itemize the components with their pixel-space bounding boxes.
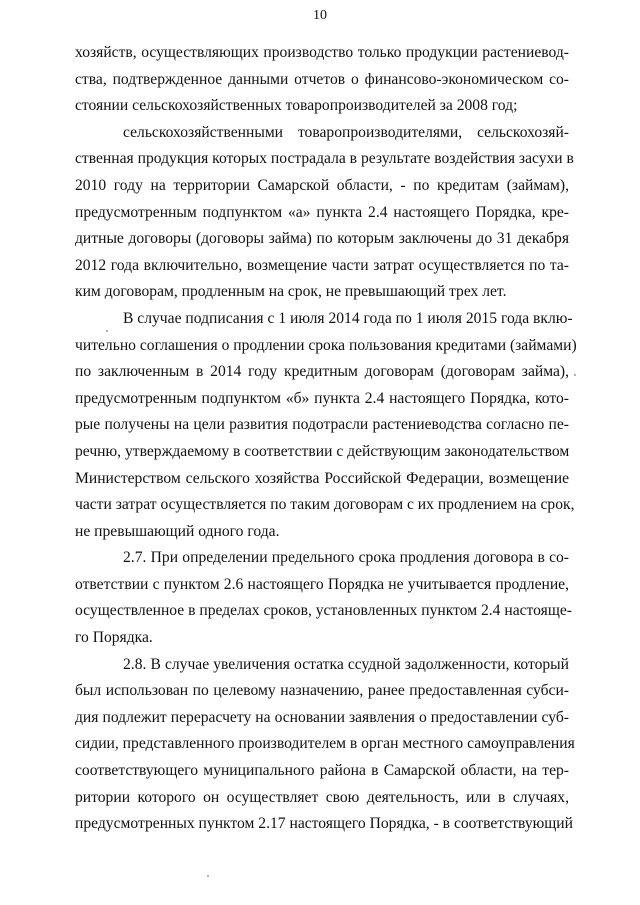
paragraph-3 [75, 306, 577, 545]
scan-speck [207, 875, 209, 877]
text-line: 2012 года включительно, возмещение части затрат осуществляется по та- [75, 256, 569, 274]
scan-speck [106, 330, 108, 332]
text-line: был использован по целевому назначению, ранее предоставленная субси- [75, 682, 569, 700]
text-line: соответствующего муниципального района в Самарской области, на тер- [75, 762, 569, 780]
text-line: хозяйств, осуществляющих производство только продукции растениевод- [75, 44, 569, 61]
text-line: стоянии сельскохозяйственных товаропроизводителей за 2008 год; [75, 97, 518, 115]
text-line: 2010 году на территории Самарской области, - по кредитам (займам), [75, 176, 569, 194]
text-line: по заключенным в 2014 году кредитным договорам (договорам займа), [75, 363, 569, 381]
text-line: дия подлежит перерасчету на основании заявления о предоставлении суб- [75, 708, 569, 726]
text-line: чительно соглашения о продлении срока пользования кредитами (займами) [75, 336, 577, 354]
text-line: дитные договоры (договоры займа) по которым заключены до 31 декабря [75, 230, 569, 248]
text-line: ритории которого он осуществляет свою деятельность, или в случаях, [75, 788, 569, 806]
text-line: предусмотренным подпунктом «а» пункта 2.4 настоящего Порядка, кре- [75, 203, 569, 221]
text-line: 2.7. При определении предельного срока продления договора в со- [123, 549, 569, 567]
page-number: 10 [313, 8, 327, 23]
paragraph-2 [75, 120, 574, 306]
paragraph-2-7 [75, 545, 572, 651]
text-line: рые получены на цели развития подотрасли растениеводства согласно пе- [75, 416, 569, 434]
text-line: речню, утверждаемому в соответствии с действующим законодательством [75, 442, 570, 460]
text-line: не превышающий одного года. [75, 522, 280, 540]
scan-speck [574, 374, 576, 376]
document-body [75, 40, 577, 838]
text-line: В случае подписания с 1 июля 2014 года по 1 июля 2015 года вклю- [123, 309, 573, 327]
text-line: предусмотренным подпунктом «б» пункта 2.4 настоящего Порядка, кото- [75, 389, 569, 407]
text-line: ственная продукция которых пострадала в результате воздействия засухи в [75, 150, 574, 168]
text-line: предусмотренных пунктом 2.17 настоящего Порядка, - в соответствующий [75, 815, 573, 833]
text-line: ответствии с пунктом 2.6 настоящего Порядка не учитывается продление, [75, 575, 569, 593]
paragraph-1 [75, 40, 569, 120]
text-line: ства, подтвержденное данными отчетов о финансово-экономическом со- [75, 70, 569, 88]
text-line: части затрат осуществляется по таким договорам с их продлением на срок, [75, 496, 575, 514]
text-line: го Порядка. [75, 629, 153, 647]
text-line: Министерством сельского хозяйства Российской Федерации, возмещение [75, 469, 569, 487]
text-line: осуществленное в пределах сроков, установленных пунктом 2.4 настояще- [75, 602, 572, 620]
paragraph-2-8 [75, 652, 575, 838]
text-line: 2.8. В случае увеличения остатка ссудной задолженности, который [123, 655, 569, 673]
text-line: сидии, представленного производителем в орган местного самоуправления [75, 735, 575, 753]
text-line: сельскохозяйственными товаропроизводителями, сельскохозяй- [123, 123, 569, 141]
text-line: ким договорам, продленным на срок, не превышающий трех лет. [75, 283, 507, 301]
